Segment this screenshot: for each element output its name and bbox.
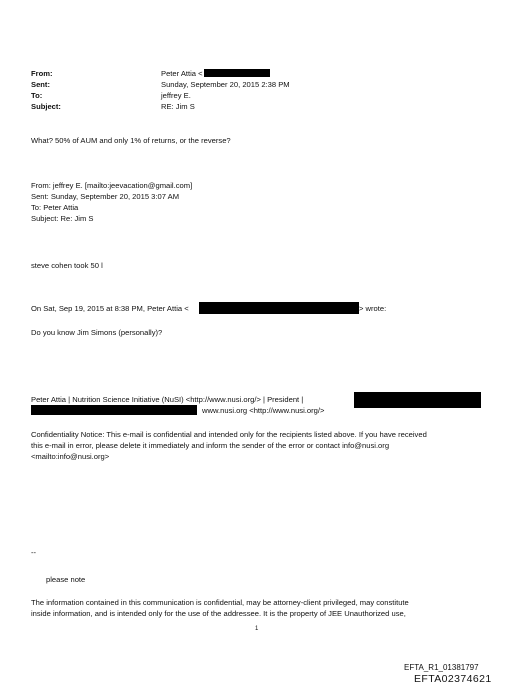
to-value: jeffrey E. — [161, 91, 191, 100]
page-number: 1 — [255, 626, 259, 632]
quoted-intro: On Sat, Sep 19, 2015 at 8:38 PM, Peter Attia < — [31, 304, 189, 313]
signature-line2: www.nusi.org <http://www.nusi.org/> — [202, 406, 325, 415]
separator: -- — [31, 548, 37, 557]
quoted-from: From: jeffrey E. [mailto:jeevacation@gmail.com] — [31, 181, 193, 190]
confidentiality-line: <mailto:info@nusi.org> — [31, 452, 110, 461]
sent-value: Sunday, September 20, 2015 2:38 PM — [161, 80, 290, 89]
redaction-box — [204, 69, 270, 77]
redaction-box — [31, 405, 197, 415]
disclaimer-line: The information contained in this communication is confidential, may be attorney-client privileged, may constitute — [31, 598, 409, 607]
quoted-subject: Subject: Re: Jim S — [31, 214, 94, 223]
quoted-sent: Sent: Sunday, September 20, 2015 3:07 AM — [31, 192, 180, 201]
sent-label: Sent: — [31, 80, 50, 89]
footer-id-small: EFTA_R1_01381797 — [404, 663, 479, 672]
confidentiality-line: Confidentiality Notice: This e-mail is confidential and intended only for the recipients listed above. If you have received — [31, 430, 427, 439]
redaction-box — [354, 392, 481, 408]
subject-label: Subject: — [31, 102, 61, 111]
footer-id-large: EFTA02374621 — [414, 673, 492, 685]
reply-body: What? 50% of AUM and only 1% of returns, or the reverse? — [31, 136, 231, 145]
disclaimer-line: inside information, and is intended only for the use of the addressee. It is the property of JEE Unauthorized use, — [31, 609, 406, 618]
from-value: Peter Attia < — [161, 69, 203, 78]
quoted2-body: Do you know Jim Simons (personally)? — [31, 328, 163, 337]
confidentiality-line: this e-mail in error, please delete it immediately and inform the sender of the error or contact info@nusi.org — [31, 441, 390, 450]
from-label: From: — [31, 69, 53, 78]
redaction-box — [199, 302, 359, 314]
quoted-body: steve cohen took 50 l — [31, 261, 103, 270]
subject-value: RE: Jim S — [161, 102, 195, 111]
to-label: To: — [31, 91, 43, 100]
quoted-to: To: Peter Attia — [31, 203, 79, 212]
signature-line1: Peter Attia | Nutrition Science Initiative (NuSI) <http://www.nusi.org/> | President | — [31, 395, 304, 404]
please-note: please note — [46, 575, 86, 584]
quoted-intro-end: > wrote: — [359, 304, 387, 313]
